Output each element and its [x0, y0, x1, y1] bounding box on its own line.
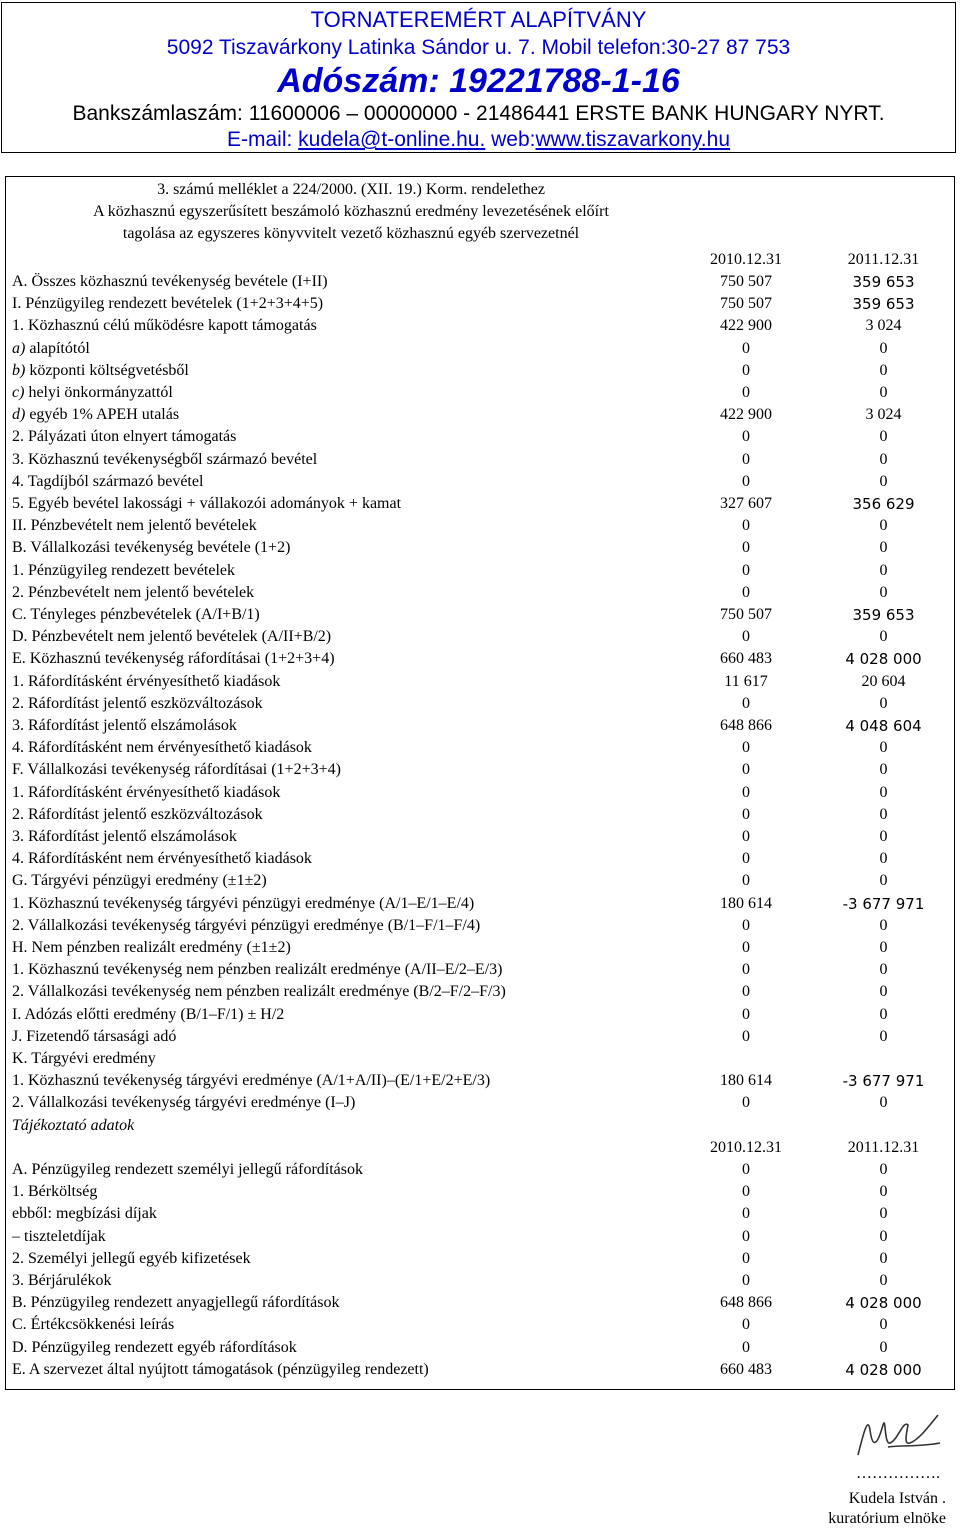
row-label-text: egyéb 1% APEH utalás: [25, 406, 180, 424]
row-label-text: 1. Közhasznú tevékenység tárgyévi pénzügyi eredménye (A/1–E/1–E/4): [12, 894, 475, 912]
row-label-text: helyi önkormányzattól: [24, 384, 173, 401]
table-row: [6, 360, 954, 382]
contact-line: [2, 127, 955, 153]
info-row-label: ebből: megbízási díjak: [12, 1205, 157, 1223]
value-2010: 0: [742, 961, 750, 979]
row-label: [12, 426, 236, 448]
table-row: [6, 782, 954, 804]
value-2011: 0: [879, 1005, 888, 1023]
info-row: [6, 1203, 954, 1225]
info-title-row: [6, 1115, 954, 1137]
value-2011: 0: [879, 450, 888, 468]
row-label-text: A. Összes közhasznú tevékenység bevétele (I+II): [12, 273, 328, 290]
info-value-2011: 0: [879, 1183, 888, 1201]
row-label-text: 3. Ráfordítást jelentő elszámolások: [12, 717, 237, 734]
info-row: [6, 1337, 954, 1359]
value-2011: 0: [879, 828, 888, 845]
value-2011: 0: [879, 1094, 888, 1112]
row-label-text: 4. Ráfordításként nem érvényesíthető kiadások: [12, 850, 312, 868]
value-2011: 0: [879, 339, 888, 357]
value-2011: 0: [879, 761, 888, 779]
value-2010: 0: [742, 805, 750, 823]
info-year-2011: 2011.12.31: [847, 1138, 920, 1156]
row-label-text: C. Tényleges pénzbevételek (A/I+B/1): [12, 606, 260, 623]
row-label-text: B. Vállalkozási tevékenység bevétele (1+2): [12, 539, 291, 557]
value-2011: 0: [879, 872, 888, 890]
row-label: [12, 671, 280, 693]
table-row: [6, 560, 954, 582]
letterhead: [1, 2, 956, 153]
row-label: [12, 737, 312, 759]
value-2010: 0: [742, 472, 750, 490]
value-2010: 0: [742, 761, 750, 779]
row-label-text: K. Tárgyévi eredmény: [12, 1050, 156, 1067]
info-row: [6, 1292, 954, 1314]
row-label: [12, 981, 506, 1003]
info-row: [6, 1181, 954, 1203]
row-label-text: 4. Tagdíjból származó bevétel: [12, 472, 204, 490]
value-2011: 0: [879, 472, 888, 490]
value-2010: 0: [742, 983, 750, 1001]
table-row: [6, 1092, 954, 1114]
row-label: [12, 937, 291, 959]
value-2010: 180 614: [720, 894, 772, 912]
info-row: [6, 1159, 954, 1181]
value-2010: 750 507: [720, 273, 772, 290]
row-label: [12, 1026, 176, 1048]
signature-mark: [848, 1405, 948, 1470]
value-2011: 0: [879, 517, 888, 535]
info-value-2011: 0: [879, 1205, 888, 1223]
value-2011: -3 677 971: [842, 1072, 925, 1091]
info-value-2010: 0: [742, 1161, 750, 1178]
row-label-text: 1. Közhasznú célú működésre kapott támogatás: [12, 317, 317, 335]
value-2011: 20 604: [861, 672, 906, 690]
row-label-text: 2. Vállalkozási tevékenység tárgyévi pénzügyi eredménye (B/1–F/1–F/4): [12, 916, 481, 934]
value-2011: 4 048 604: [845, 717, 922, 735]
table-row: [6, 693, 954, 715]
info-value-2011: 0: [879, 1338, 888, 1356]
table-row: [6, 715, 954, 737]
row-label: [12, 826, 237, 848]
row-label: [12, 1048, 156, 1070]
value-2010: 180 614: [720, 1072, 772, 1090]
info-row: [6, 1359, 954, 1381]
table-row: [6, 1048, 954, 1070]
row-label-text: D. Pénzbevételt nem jelentő bevételek (A/II+B/2): [12, 628, 332, 646]
table-row: [6, 537, 954, 559]
table-row: [6, 582, 954, 604]
info-value-2010: 0: [742, 1249, 750, 1267]
info-value-2010: 0: [742, 1205, 750, 1223]
value-2010: 0: [742, 628, 750, 646]
value-2010: 0: [742, 739, 750, 757]
info-row-label: E. A szervezet által nyújtott támogatások (pénzügyileg rendezett): [12, 1360, 429, 1378]
row-label: [12, 715, 237, 737]
row-label-text: 1. Pénzügyileg rendezett bevételek: [12, 561, 236, 579]
info-value-2011: 4 028 000: [845, 1294, 922, 1313]
row-label-text: 2. Vállalkozási tevékenység tárgyévi eredménye (I–J): [12, 1094, 356, 1112]
info-value-2010: 0: [742, 1272, 750, 1289]
value-2011: 359 653: [852, 295, 915, 314]
table-row: [6, 271, 954, 293]
table-row: [6, 671, 954, 693]
info-value-2010: 0: [742, 1316, 750, 1334]
org-name: TORNATEREMÉRT ALAPÍTVÁNY: [310, 7, 647, 32]
value-2011: 0: [879, 628, 888, 646]
row-label-text: 1. Ráfordításként érvényesíthető kiadások: [12, 783, 281, 801]
value-2010: 0: [742, 384, 750, 401]
row-label-prefix: a): [12, 339, 26, 357]
row-label-text: 4. Ráfordításként nem érvényesíthető kiadások: [12, 739, 312, 757]
table-row: [6, 1070, 954, 1092]
value-2011: 0: [879, 428, 888, 446]
row-label: [12, 338, 90, 360]
row-label: [12, 293, 323, 315]
row-label-text: 2. Ráfordítást jelentő eszközváltozások: [12, 805, 263, 823]
value-2010: 0: [742, 450, 750, 468]
row-label: [12, 804, 263, 826]
row-label: [12, 782, 280, 804]
value-2010: 0: [742, 539, 750, 557]
table-row: [6, 382, 954, 404]
row-label-text: G. Tárgyévi pénzügyi eredmény (±1±2): [12, 872, 267, 890]
table-row: [6, 648, 954, 670]
row-label: [12, 1004, 284, 1026]
info-value-2011: 0: [879, 1249, 888, 1267]
table-row: [6, 426, 954, 448]
info-value-2010: 0: [742, 1227, 750, 1245]
row-label-text: I. Pénzügyileg rendezett bevételek (1+2+3+4+5): [12, 295, 324, 313]
row-label-text: F. Vállalkozási tevékenység ráfordításai (1+2+3+4): [12, 761, 341, 779]
row-label: [12, 560, 235, 582]
web-link[interactable]: www.tiszavarkony.hu: [535, 128, 731, 151]
value-2010: 0: [742, 428, 750, 446]
row-label-text: 2. Pénzbevételt nem jelentő bevételek: [12, 583, 255, 601]
table-row: [6, 759, 954, 781]
value-2011: 359 653: [852, 606, 915, 624]
info-year-header-row: [6, 1137, 954, 1159]
info-value-2011: 0: [879, 1227, 888, 1245]
row-label-text: 5. Egyéb bevétel lakossági + vállakozói adományok + kamat: [12, 495, 402, 512]
row-label: [12, 404, 179, 426]
table-row: [6, 870, 954, 892]
row-label: [12, 870, 267, 892]
value-2011: 356 629: [852, 495, 915, 513]
value-2010: 0: [742, 361, 750, 379]
row-label: [12, 759, 341, 781]
value-2010: 0: [742, 1005, 750, 1023]
table-row: [6, 338, 954, 360]
table-row: [6, 893, 954, 915]
row-label-text: központi költségvetésből: [25, 361, 189, 379]
row-label-prefix: d): [12, 406, 26, 424]
value-2010: 0: [742, 850, 750, 868]
row-label-prefix: b): [12, 361, 26, 379]
row-label: [12, 848, 312, 870]
info-row-label: B. Pénzügyileg rendezett anyagjellegű ráfordítások: [12, 1294, 340, 1312]
info-year-2010: 2010.12.31: [710, 1138, 782, 1156]
row-label: [12, 271, 328, 293]
info-row-label: 3. Bérjárulékok: [12, 1272, 112, 1289]
row-label-text: I. Adózás előtti eredmény (B/1–F/1) ± H/2: [12, 1005, 285, 1023]
value-2010: 0: [742, 1027, 750, 1045]
row-label: [12, 537, 290, 559]
value-2011: 0: [879, 1027, 888, 1045]
row-label: [12, 648, 335, 670]
year-2011: 2011.12.31: [847, 251, 920, 268]
info-row: [6, 1314, 954, 1336]
info-value-2011: 0: [879, 1316, 888, 1334]
value-2011: 0: [879, 583, 888, 601]
info-value-2010: 648 866: [720, 1294, 772, 1312]
table-row: [6, 404, 954, 426]
value-2011: 0: [879, 384, 888, 401]
value-2010: 0: [742, 872, 750, 890]
row-label: [12, 582, 254, 604]
row-label: [12, 493, 401, 515]
value-2011: 3 024: [865, 406, 902, 424]
report-table: [5, 176, 955, 1390]
value-2010: 0: [742, 517, 750, 535]
row-label: [12, 893, 474, 915]
row-label-text: 3. Közhasznú tevékenységből származó bevétel: [12, 450, 318, 468]
info-row-label: 1. Bérköltség: [12, 1183, 98, 1201]
table-row: [6, 981, 954, 1003]
intro-line-1: 3. számú melléklet a 224/2000. (XII. 19.) Korm. rendelethez: [157, 181, 545, 198]
info-value-2011: 0: [879, 1161, 888, 1178]
value-2011: 0: [879, 939, 888, 956]
row-label: [12, 1070, 490, 1092]
row-label-text: 2. Pályázati úton elnyert támogatás: [12, 428, 237, 446]
row-label-text: 2. Vállalkozási tevékenység nem pénzben realizált eredménye (B/2–F/2–F/3): [12, 983, 506, 1001]
value-2011: 0: [879, 805, 888, 823]
info-row-label: A. Pénzügyileg rendezett személyi jellegű ráfordítások: [12, 1161, 363, 1178]
row-label: [12, 360, 189, 382]
row-label: [12, 382, 173, 404]
row-label-text: 1. Közhasznú tevékenység tárgyévi eredménye (A/1+A/II)–(E/1+E/2+E/3): [12, 1072, 491, 1090]
info-row-label: 2. Személyi jellegű egyéb kifizetések: [12, 1249, 251, 1267]
info-value-2010: 660 483: [720, 1360, 772, 1378]
row-label-prefix: c): [12, 384, 25, 401]
row-label: [12, 1092, 355, 1114]
row-label: [12, 449, 317, 471]
table-row: [6, 959, 954, 981]
row-label: [12, 515, 257, 537]
value-2010: 0: [742, 561, 750, 579]
intro-line-3: tagolása az egyszeres könyvvitelt vezető közhasznú egyéb szervezetnél: [122, 225, 580, 242]
table-row: [6, 293, 954, 315]
year-header-row: [6, 249, 954, 271]
value-2010: 750 507: [720, 295, 772, 313]
value-2011: 0: [879, 694, 888, 712]
value-2011: 0: [879, 983, 888, 1001]
info-row: [6, 1248, 954, 1270]
row-label: [12, 604, 260, 626]
value-2010: 422 900: [720, 317, 772, 335]
web-label: web:: [485, 128, 536, 151]
table-row: [6, 1026, 954, 1048]
value-2011: 0: [879, 916, 888, 934]
value-2011: 3 024: [865, 317, 902, 335]
value-2010: 0: [742, 583, 750, 601]
value-2011: 359 653: [852, 273, 915, 291]
signature-dots: …………….: [856, 1465, 940, 1482]
value-2010: 0: [742, 694, 750, 712]
value-2010: 422 900: [720, 406, 772, 424]
table-row: [6, 1004, 954, 1026]
table-row: [6, 937, 954, 959]
table-row: [6, 604, 954, 626]
bank-account: Bankszámlaszám: 11600006 – 00000000 - 21486441 ERSTE BANK HUNGARY NYRT.: [72, 102, 885, 125]
row-label: [12, 915, 480, 937]
value-2010: 327 607: [720, 495, 772, 512]
value-2010: 0: [742, 916, 750, 934]
intro-line-2: A közhasznú egyszerűsített beszámoló közhasznú eredmény levezetésének előírt: [93, 203, 609, 220]
table-row: [6, 449, 954, 471]
row-label: [12, 693, 263, 715]
info-value-2011: 0: [879, 1272, 888, 1289]
value-2010: 648 866: [720, 717, 772, 734]
value-2010: 11 617: [724, 672, 768, 690]
info-title: Tájékoztató adatok: [12, 1116, 135, 1134]
value-2010: 0: [742, 828, 750, 845]
value-2011: 0: [879, 850, 888, 868]
row-label: [12, 959, 502, 981]
row-label: [12, 471, 203, 493]
row-label-text: II. Pénzbevételt nem jelentő bevételek: [12, 517, 257, 535]
value-2010: 750 507: [720, 606, 772, 623]
org-address: 5092 Tiszavárkony Latinka Sándor u. 7. Mobil telefon:30-27 87 753: [166, 36, 791, 59]
value-2010: 0: [742, 1094, 750, 1112]
value-2011: 0: [879, 783, 888, 801]
info-row-label: – tiszteletdíjak: [12, 1227, 106, 1245]
row-label-text: 2. Ráfordítást jelentő eszközváltozások: [12, 694, 263, 712]
info-row-label: C. Értékcsökkenési leírás: [12, 1316, 175, 1334]
table-row: [6, 493, 954, 515]
table-row: [6, 915, 954, 937]
row-label: [12, 626, 331, 648]
row-label-text: 1. Ráfordításként érvényesíthető kiadások: [12, 672, 281, 690]
table-row: [6, 626, 954, 648]
row-label-text: E. Közhasznú tevékenység ráfordításai (1+2+3+4): [12, 650, 335, 668]
row-label-text: J. Fizetendő társasági adó: [12, 1027, 177, 1045]
value-2011: 4 028 000: [845, 650, 922, 669]
value-2011: 0: [879, 739, 888, 757]
table-row: [6, 315, 954, 337]
value-2011: 0: [879, 961, 888, 979]
value-2011: -3 677 971: [842, 894, 925, 913]
year-2010: 2010.12.31: [710, 251, 782, 268]
row-label: [12, 315, 317, 337]
row-label-text: alapítótól: [25, 339, 90, 357]
value-2010: 660 483: [720, 650, 772, 668]
email-label: E-mail:: [226, 128, 299, 151]
row-label-text: H. Nem pénzben realizált eredmény (±1±2): [12, 939, 291, 956]
info-row-label: D. Pénzügyileg rendezett egyéb ráfordítások: [12, 1338, 297, 1356]
row-label-text: 3. Ráfordítást jelentő elszámolások: [12, 828, 237, 845]
table-row: [6, 471, 954, 493]
table-row: [6, 826, 954, 848]
signatory-name: Kudela István .: [848, 1490, 946, 1507]
email-link[interactable]: kudela@t-online.hu.: [298, 128, 486, 151]
value-2011: 0: [879, 561, 888, 579]
row-label-text: 1. Közhasznú tevékenység nem pénzben realizált eredménye (A/II–E/2–E/3): [12, 961, 503, 979]
info-value-2010: 0: [742, 1183, 750, 1201]
value-2010: 0: [742, 939, 750, 956]
value-2011: 0: [879, 539, 888, 557]
value-2010: 0: [742, 339, 750, 357]
info-value-2010: 0: [742, 1338, 750, 1356]
table-row: [6, 804, 954, 826]
tax-id: Adószám: 19221788-1-16: [277, 62, 680, 100]
value-2010: 0: [742, 783, 750, 801]
info-row: [6, 1270, 954, 1292]
table-row: [6, 848, 954, 870]
info-row: [6, 1226, 954, 1248]
info-value-2011: 4 028 000: [845, 1360, 922, 1379]
value-2011: 0: [879, 361, 888, 379]
table-row: [6, 515, 954, 537]
table-row: [6, 737, 954, 759]
signatory-title: kuratórium elnöke: [828, 1510, 946, 1527]
